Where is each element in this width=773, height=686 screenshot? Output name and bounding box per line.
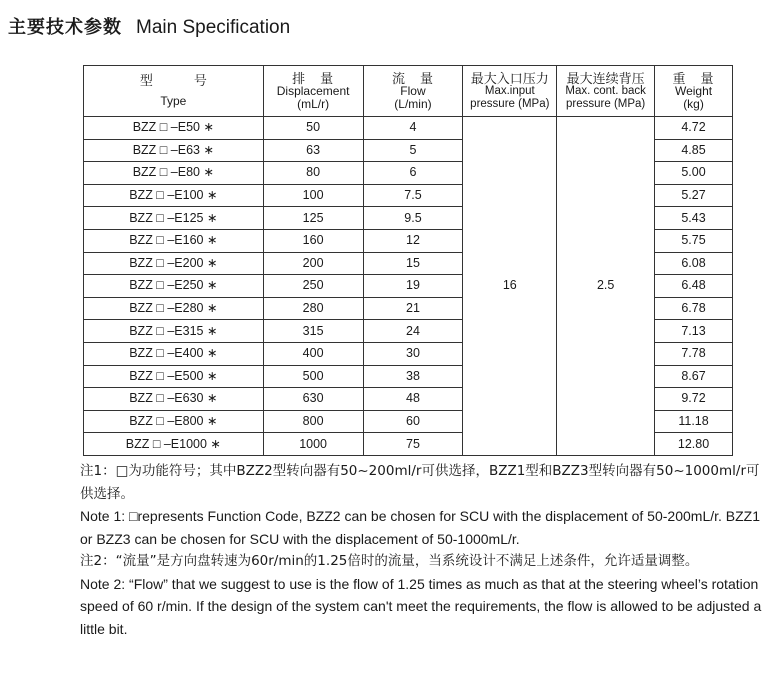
cell-flow: 7.5	[363, 184, 463, 207]
cell-flow: 5	[363, 139, 463, 162]
cell-flow: 15	[363, 252, 463, 275]
header-type-en: Type	[160, 94, 187, 108]
note2-cn: 注2：“流量”是方向盘转速为60r/min的1.25倍时的流量，当系统设计不满足上述条件，允许适量调整。	[80, 553, 699, 569]
cell-flow: 38	[363, 365, 463, 388]
cell-displacement: 80	[263, 162, 363, 185]
cell-type: BZZ □ –E280 ∗	[84, 297, 264, 320]
cell-flow: 4	[363, 117, 463, 140]
cell-flow: 12	[363, 229, 463, 252]
cell-flow: 30	[363, 342, 463, 365]
header-type	[84, 66, 264, 117]
cell-type: BZZ □ –E630 ∗	[84, 388, 264, 411]
header-max-input-en: Max.input	[484, 84, 535, 97]
header-weight-unit: (kg)	[683, 96, 704, 111]
header-flow-unit: (L/min)	[394, 96, 432, 111]
cell-flow: 19	[363, 275, 463, 298]
cell-weight: 4.72	[655, 117, 733, 140]
cell-flow: 9.5	[363, 207, 463, 230]
cell-type: BZZ □ –E125 ∗	[84, 207, 264, 230]
cell-weight: 9.72	[655, 388, 733, 411]
cell-weight: 6.08	[655, 252, 733, 275]
cell-type: BZZ □ –E63 ∗	[84, 139, 264, 162]
header-max-input-unit: pressure (MPa)	[470, 97, 550, 110]
header-weight-cn: 重 量	[672, 70, 715, 86]
header-max-back	[557, 66, 655, 117]
header-weight	[655, 66, 733, 117]
cell-flow: 24	[363, 320, 463, 343]
cell-type: BZZ □ –E400 ∗	[84, 342, 264, 365]
header-max-input-cn: 最大入口压力	[470, 70, 549, 86]
cell-weight: 5.00	[655, 162, 733, 185]
header-type-cn: 型 号	[139, 73, 221, 88]
table-header-row	[84, 66, 733, 117]
cell-displacement: 125	[263, 207, 363, 230]
cell-displacement: 160	[263, 229, 363, 252]
cell-weight: 5.27	[655, 184, 733, 207]
header-max-back-unit: pressure (MPa)	[566, 97, 646, 110]
cell-max-input-pressure: 16	[463, 117, 557, 456]
cell-displacement: 315	[263, 320, 363, 343]
cell-weight: 6.48	[655, 275, 733, 298]
cell-max-back-pressure: 2.5	[557, 117, 655, 456]
cell-displacement: 200	[263, 252, 363, 275]
header-weight-en: Weight	[674, 83, 713, 98]
cell-weight: 11.18	[655, 410, 733, 433]
cell-type: BZZ □ –E160 ∗	[84, 229, 264, 252]
cell-displacement: 630	[263, 388, 363, 411]
cell-type: BZZ □ –E50 ∗	[84, 117, 264, 140]
title-cn: 主要技术参数	[8, 17, 122, 38]
header-max-back-cn: 最大连续背压	[566, 70, 645, 86]
cell-type: BZZ □ –E500 ∗	[84, 365, 264, 388]
note2-en: Note 2: “Flow” that we suggest to use is the flow of 1.25 times as much as that at the steering wheel’s rotation speed of 60 r/min. If the design of the system can't meet the requirements, the flow is allowed to be adjusted a little bit.	[80, 575, 762, 637]
cell-type: BZZ □ –E315 ∗	[84, 320, 264, 343]
header-displacement	[263, 66, 363, 117]
cell-weight: 12.80	[655, 433, 733, 456]
header-max-back-en: Max. cont. back	[565, 84, 646, 97]
spec-table	[83, 65, 733, 456]
cell-weight: 5.75	[655, 229, 733, 252]
cell-type: BZZ □ –E200 ∗	[84, 252, 264, 275]
note1-cn: 注1：□为功能符号；其中BZZ2型转向器有50~200ml/r可供选择，BZZ1型和BZZ3型转向器有50~1000ml/r可供选择。	[80, 463, 760, 502]
header-displacement-en: Displacement	[276, 83, 350, 98]
cell-displacement: 800	[263, 410, 363, 433]
cell-flow: 60	[363, 410, 463, 433]
header-flow-cn: 流 量	[391, 70, 434, 86]
header-flow-en: Flow	[400, 83, 426, 98]
cell-displacement: 100	[263, 184, 363, 207]
note1-en: Note 1: □represents Function Code, BZZ2 can be chosen for SCU with the displacement of 50-200mL/r. BZZ1 or BZZ3 can be chosen for SCU with the displacement of 50-1000mL/r.	[80, 508, 761, 547]
table-row	[84, 117, 733, 140]
cell-displacement: 1000	[263, 433, 363, 456]
cell-displacement: 500	[263, 365, 363, 388]
cell-weight: 6.78	[655, 297, 733, 320]
cell-displacement: 280	[263, 297, 363, 320]
cell-weight: 8.67	[655, 365, 733, 388]
cell-displacement: 63	[263, 139, 363, 162]
header-displacement-unit: (mL/r)	[297, 96, 330, 111]
header-displacement-cn: 排 量	[292, 70, 335, 86]
cell-displacement: 50	[263, 117, 363, 140]
cell-flow: 6	[363, 162, 463, 185]
notes-section	[80, 460, 770, 640]
cell-displacement: 400	[263, 342, 363, 365]
cell-type: BZZ □ –E100 ∗	[84, 184, 264, 207]
cell-type: BZZ □ –E1000 ∗	[84, 433, 264, 456]
cell-flow: 48	[363, 388, 463, 411]
cell-flow: 75	[363, 433, 463, 456]
spec-table-body	[84, 117, 733, 456]
cell-weight: 4.85	[655, 139, 733, 162]
cell-type: BZZ □ –E80 ∗	[84, 162, 264, 185]
cell-displacement: 250	[263, 275, 363, 298]
cell-flow: 21	[363, 297, 463, 320]
page-title	[8, 14, 290, 42]
title-en: Main Specification	[136, 17, 291, 38]
cell-type: BZZ □ –E800 ∗	[84, 410, 264, 433]
cell-weight: 7.13	[655, 320, 733, 343]
header-max-input	[463, 66, 557, 117]
cell-type: BZZ □ –E250 ∗	[84, 275, 264, 298]
cell-weight: 5.43	[655, 207, 733, 230]
header-flow	[363, 66, 463, 117]
cell-weight: 7.78	[655, 342, 733, 365]
